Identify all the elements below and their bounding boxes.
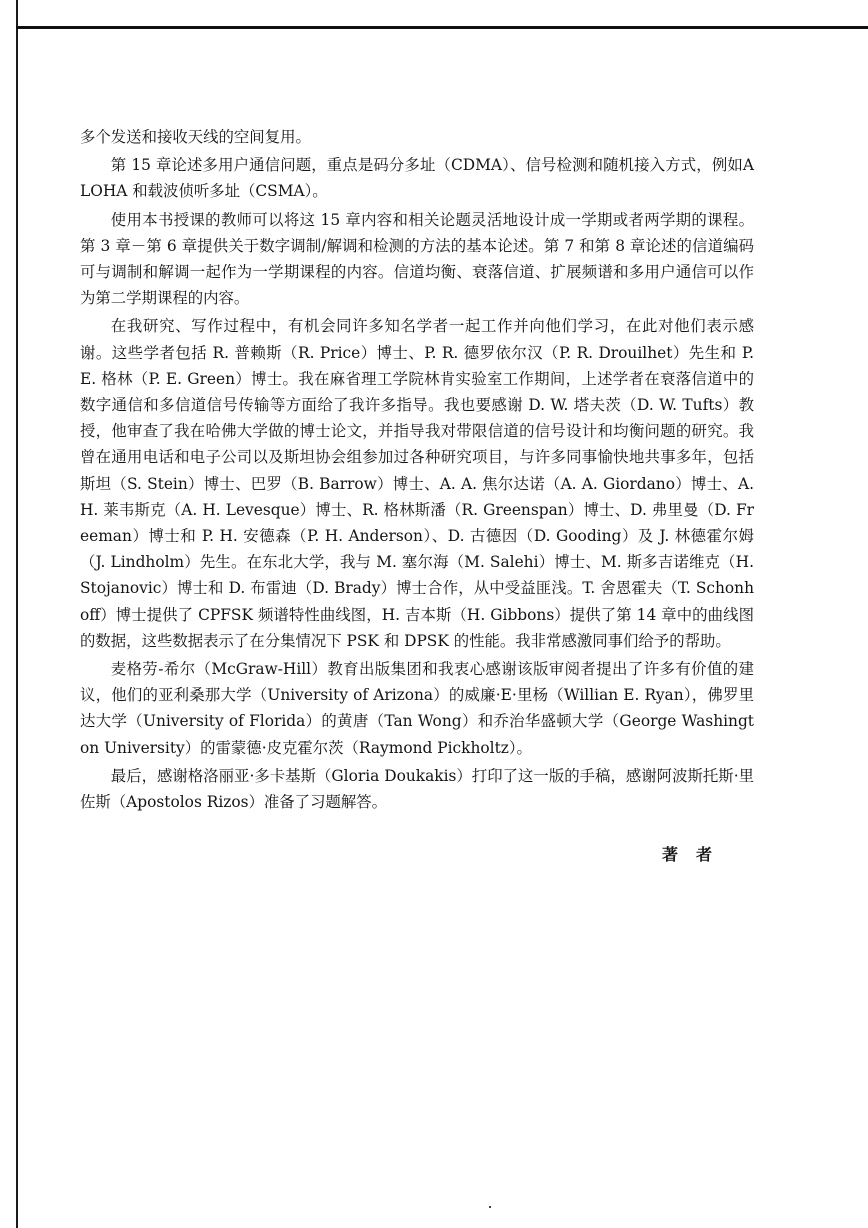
paragraph: 多个发送和接收天线的空间复用。 [80, 128, 311, 146]
scan-speck [489, 1206, 491, 1208]
paragraph: 在我研究、写作过程中，有机会同许多知名学者一起工作并向他们学习，在此对他们表示感谢。这些学者包括 R. 普赖斯（R. Price）博士、P. R. 德罗依尔汉（P. R. Drouilhet）先生和 P. E. 格林（P. E. Green）博士。我在麻省理工学院林肯实验室工作期间，上述学者在衰落信道中的数字通信和多信道信号传输等方面给了我许多指导。我也要感谢 D. W. 塔夫茨（D. W. Tufts）教授，他审查了我在哈佛大学做的博士论文，并指导我对带限信道的信号设计和均衡问题的研究。我曾在通用电话和电子公司以及斯坦协会组参加过各种研究项目，与许多同事愉快地共事多年，包括斯坦（S. Stein）博士、巴罗（B. Barrow）博士、A. A. 焦尔达诺（A. A. Giordano）博士、A. H. 莱韦斯克（A. H. Levesque）博士、R. 格林斯潘（R. Greenspan）博士、D. 弗里曼（D. Freeman）博士和 P. H. 安德森（P. H. Anderson）、D. 古德因（D. Gooding）及 J. 林德霍尔姆（J. Lindholm）先生。在东北大学，我与 M. 塞尔海（M. Salehi）博士、M. 斯多吉诺维克（H. Stojanovic）博士和 D. 布雷迪（D. Brady）博士合作，从中受益匪浅。T. 舍恩霍夫（T. Schonhoff）博士提供了 CPFSK 频谱特性曲线图，H. 吉本斯（H. Gibbons）提供了第 14 章中的曲线图的数据，这些数据表示了在分集情况下 PSK 和 DPSK 的性能。我非常感激同事们给予的帮助。 [80, 317, 754, 650]
paragraph: 第 15 章论述多用户通信问题，重点是码分多址（CDMA）、信号检测和随机接入方式，例如ALOHA 和载波侦听多址（CSMA）。 [80, 156, 754, 201]
header-rule [16, 26, 868, 29]
paragraph: 使用本书授课的教师可以将这 15 章内容和相关论题灵活地设计成一学期或者两学期的课程。第 3 章－第 6 章提供关于数字调制/解调和检测的方法的基本论述。第 7 和第 8 章论述的信道编码可与调制和解调一起作为一学期课程的内容。信道均衡、衰落信道、扩展频谱和多用户通信可以作为第二学期课程的内容。 [80, 210, 754, 308]
paragraph: 最后，感谢格洛丽亚·多卡基斯（Gloria Doukakis）打印了这一版的手稿，感谢阿波斯托斯·里佐斯（Apostolos Rizos）准备了习题解答。 [80, 766, 755, 812]
author-signature: 著者 [662, 845, 731, 864]
scan-left-edge [16, 0, 18, 1228]
preface-body [80, 124, 754, 817]
paragraph: 麦格劳-希尔（McGraw-Hill）教育出版集团和我衷心感谢该版审阅者提出了许多有价值的建议，他们的亚利桑那大学（University of Arizona）的威廉·E·里杨（Willian E. Ryan），佛罗里达大学（University of Florida）的黄唐（Tan Wong）和乔治华盛顿大学（George Washington University）的雷蒙德·皮克霍尔茨（Raymond Pickholtz）。 [80, 660, 754, 757]
